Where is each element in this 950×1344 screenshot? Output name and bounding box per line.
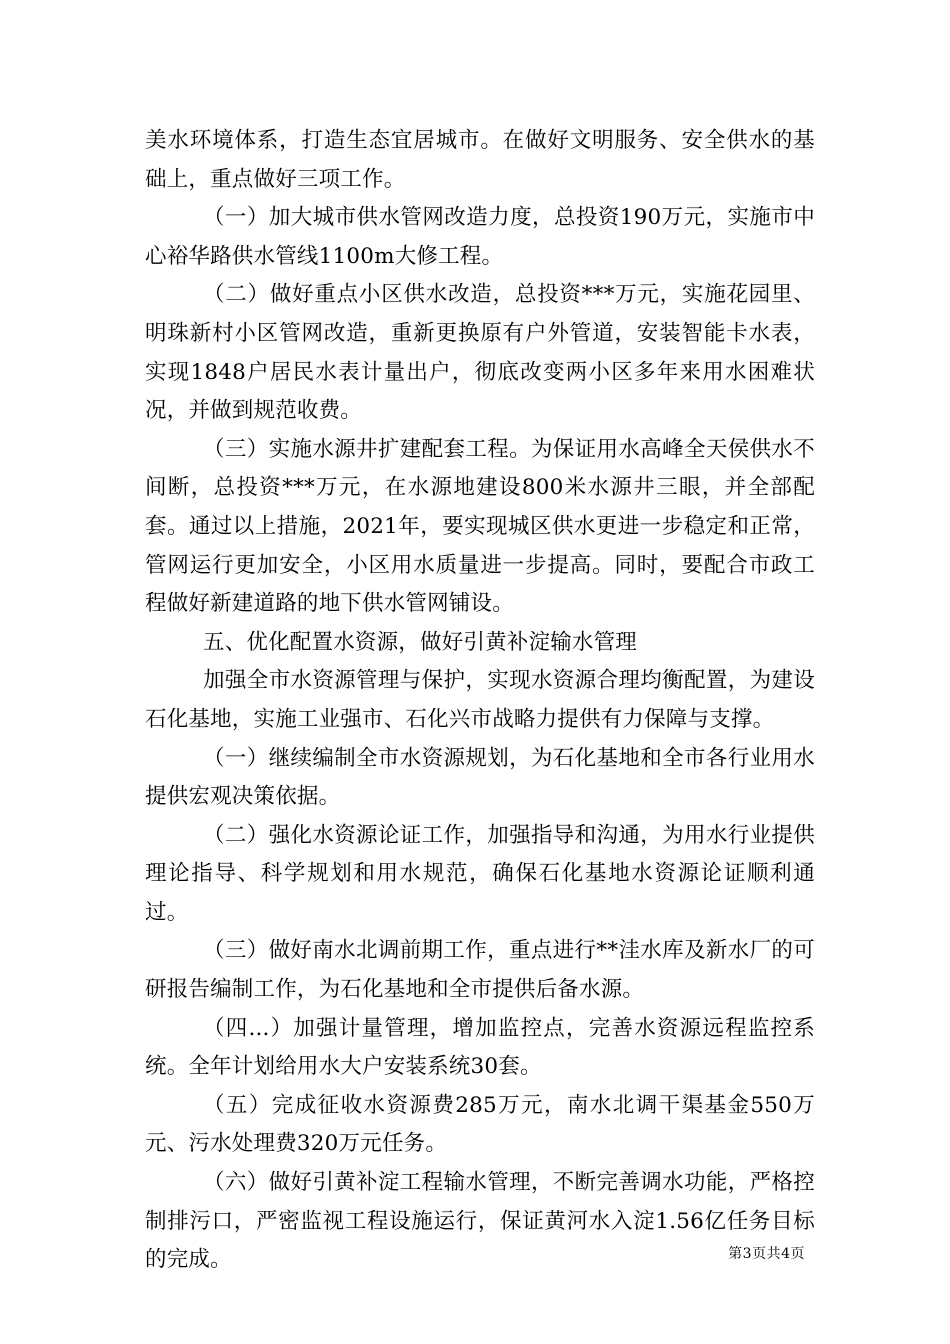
paragraph-item-2: （二）做好重点小区供水改造，总投资***万元，实施花园里、明珠新村小区管网改造，重新更换原有户外管道，安装智能卡水表，实现1848户居民水表计量出户，彻底改变两小区多年来用水困难状况，并做到规范收费。 [145,282,815,424]
section-intro: 加强全市水资源管理与保护，实现水资源合理均衡配置，为建设石化基地，实施工业强市、石化兴市战略力提供有力保障与支撑。 [145,668,815,732]
paragraph-item-1: （一）继续编制全市水资源规划，为石化基地和全市各行业用水提供宏观决策依据。 [145,745,815,810]
page-number-footer: 第3页共4页 [728,1246,805,1262]
paragraph-item-2: （二）强化水资源论证工作，加强指导和沟通，为用水行业提供理论指导、科学规划和用水规范，确保石化基地水资源论证顺利通过。 [145,822,815,925]
paragraph-item-1: （一）加大城市供水管网改造力度，总投资190万元，实施市中心裕华路供水管线1100m大修工程。 [145,205,815,269]
paragraph-item-4: （四...）加强计量管理，增加监控点，完善水资源远程监控系统。全年计划给用水大户安装系统30套。 [145,1015,815,1080]
paragraph-continuation: 美水环境体系，打造生态宜居城市。在做好文明服务、安全供水的基础上，重点做好三项工作。 [145,128,815,192]
paragraph-item-3: （三）实施水源井扩建配套工程。为保证用水高峰全天侯供水不间断，总投资***万元，在水源地建设800米水源井三眼，并全部配套。通过以上措施，2021年，要实现城区供水更进一步稳定和正常，管网运行更加安全，小区用水质量进一步提高。同时，要配合市政工程做好新建道路的地下供水管网铺设。 [145,436,815,617]
document-body [145,122,815,1280]
paragraph-item-3: （三）做好南水北调前期工作，重点进行**洼水库及新水厂的可研报告编制工作，为石化基地和全市提供后备水源。 [145,938,815,1003]
paragraph-item-5: （五）完成征收水资源费285万元，南水北调干渠基金550万元、污水处理费320万元任务。 [145,1092,815,1157]
section-heading-5: 五、优化配置水资源，做好引黄补淀输水管理 [203,629,638,655]
paragraph-item-6: （六）做好引黄补淀工程输水管理，不断完善调水功能，严格控制排污口，严密监视工程设施运行，保证黄河水入淀1.56亿任务目标的完成。 [145,1170,815,1273]
